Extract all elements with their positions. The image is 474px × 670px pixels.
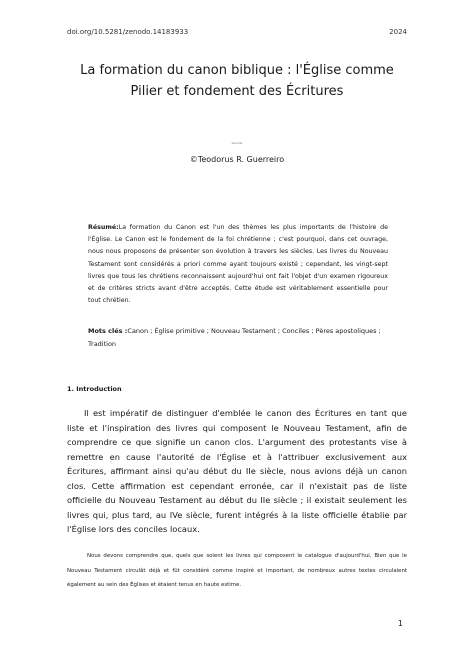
quote-line-1: Nous devons comprendre que, quels que soient les livres qui composent le catalogue d'aujourd'hui, (87, 553, 372, 559)
abstract (88, 222, 388, 307)
keywords-label: Mots clés : (88, 327, 128, 335)
abstract-label: Résumé: (88, 224, 119, 231)
year-header: 2024 (389, 28, 407, 36)
paper-title (60, 60, 414, 102)
keywords-text: Canon ; Église primitive ; Nouveau Testament ; Conciles ; Pères apostoliques ; Tradition (88, 327, 381, 348)
small-meta-text: zenodo (231, 141, 243, 145)
section-heading: 1. Introduction (67, 385, 122, 393)
quote-block (67, 549, 407, 593)
abstract-text: La formation du Canon est l'un des thèmes les plus importants de l'histoire de l'Église. Le Canon est le fondement de la foi chrétienne ; c'est pourquoi, dans cet ouvrage, nous nous proposons de présenter son évolution à travers les siècles. Les livres du Nouveau Testament sont considérés a priori comme ayant toujours existé ; cependant, les vingt-sept livres que tous les chrétiens reconnaissent aujourd'hui ont fait l'objet d'un examen rigoureux et de critères stricts avant d'être acceptés. Cette étude est véritablement essentielle pour tout chrétien. (88, 224, 388, 305)
title-line-2: Pilier et fondement des Écritures (130, 84, 344, 99)
intro-paragraph: Il est impératif de distinguer d'emblée le canon des Écritures en tant que liste et l'inspiration des livres qui composent le Nouveau Testament, afin de comprendre ce que signifie un canon clos. L'argument des protestants vise à remettre en cause l'autorité de l'Église et à l'attribuer exclusivement aux Écritures, affirmant ainsi qu'au début du IIe siècle, nous avions déjà un canon clos. Cette affirmation est cependant erronée, car il n'existait pas de liste officielle du Nouveau Testament au début du IIe siècle ; il existait seulement les livres qui, plus tard, au IVe siècle, furent intégrés à la liste officielle établie par l'Église lors des conciles locaux. (67, 408, 407, 534)
keywords (88, 325, 388, 350)
doi-header: doi.org/10.5281/zenodo.14183933 (67, 28, 189, 36)
quote-rest: Bien que le Nouveau Testament circulât déjà et fût considéré comme inspiré et important, de nombreux autres textes circulaient également au sein des Églises et étaient tenus en haute estime. (67, 553, 407, 589)
page-number: 1 (397, 619, 403, 628)
title-line-1: La formation du canon biblique : l'Église comme (80, 63, 394, 78)
author-line: ©Teodorus R. Guerreiro (189, 155, 285, 164)
